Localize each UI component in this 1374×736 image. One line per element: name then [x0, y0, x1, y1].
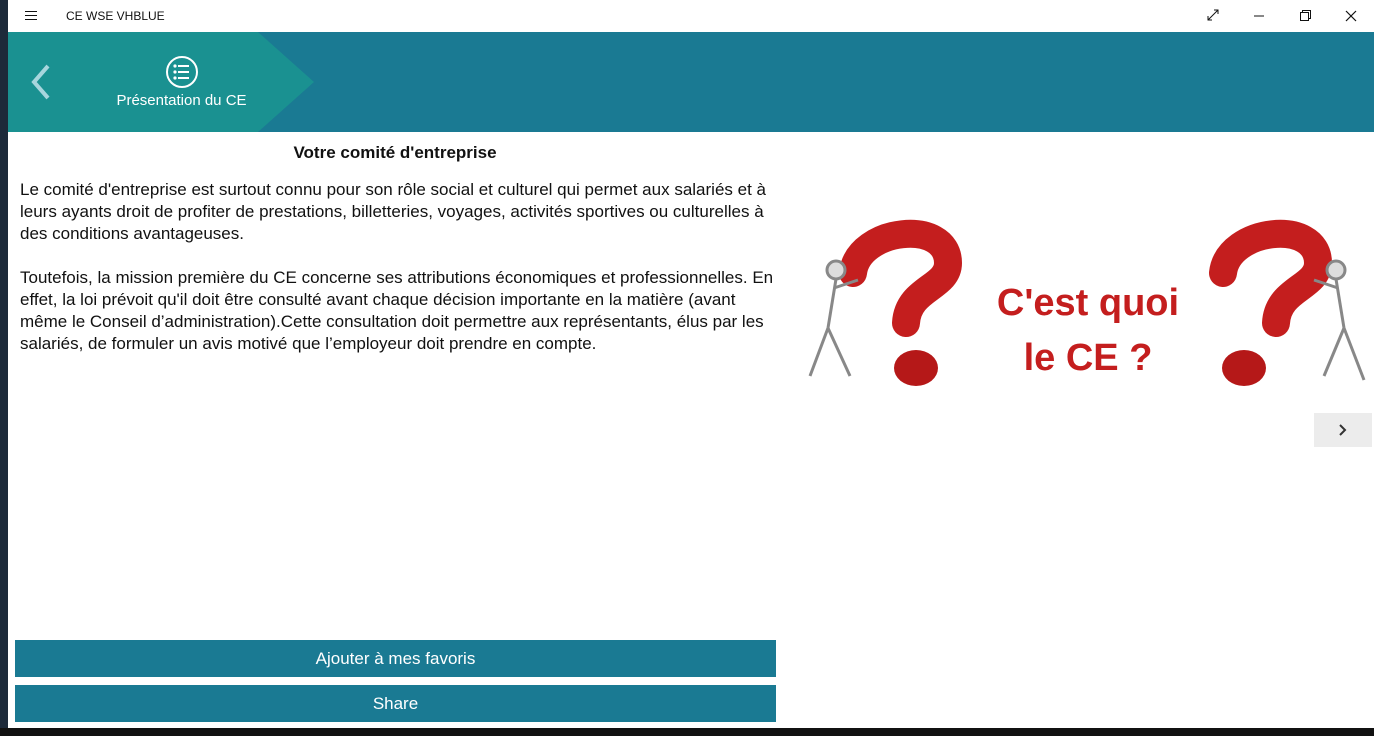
minimize-icon[interactable]: [1236, 0, 1282, 32]
image-text-line1: C'est quoi: [996, 282, 1180, 324]
taskbar: [0, 728, 1374, 736]
share-button[interactable]: Share: [15, 685, 776, 722]
paragraph: Le comité d'entreprise est surtout connu pour son rôle social et culturel qui permet aux salariés et à leurs ayants droit de profiter de prestations, billetteries, voyages, activités sportives ou culturelles à des conditions avantageuses.: [20, 180, 766, 243]
chevron-left-icon[interactable]: [24, 58, 64, 106]
add-favorites-button[interactable]: Ajouter à mes favoris: [15, 640, 776, 677]
chevron-right-icon[interactable]: [1314, 413, 1372, 447]
app-title: CE WSE VHBLUE: [66, 9, 165, 23]
close-icon[interactable]: [1328, 0, 1374, 32]
header-bar: [8, 32, 1374, 132]
hamburger-icon[interactable]: [22, 8, 40, 24]
app-window: [8, 0, 1374, 728]
expand-icon[interactable]: [1190, 0, 1236, 32]
restore-icon[interactable]: [1282, 0, 1328, 32]
title-bar: [8, 0, 1374, 32]
paragraph: Toutefois, la mission première du CE concerne ses attributions économiques et professionnelles. En effet, la loi prévoit qu'il doit être consulté avant chaque décision importante en la matière (avant même le Conseil d’administration).Cette consultation doit permettre aux représentants, élus par les salariés, de formuler un avis motivé que l’employeur doit prendre en compte.: [20, 268, 774, 353]
section-label: Présentation du CE: [116, 92, 247, 109]
page-title: Votre comité d'entreprise: [293, 143, 497, 162]
image-text-line2: le CE ?: [1023, 337, 1153, 379]
list-icon: [165, 55, 199, 89]
description-text: [20, 179, 782, 377]
illustration-image: [798, 218, 1373, 416]
